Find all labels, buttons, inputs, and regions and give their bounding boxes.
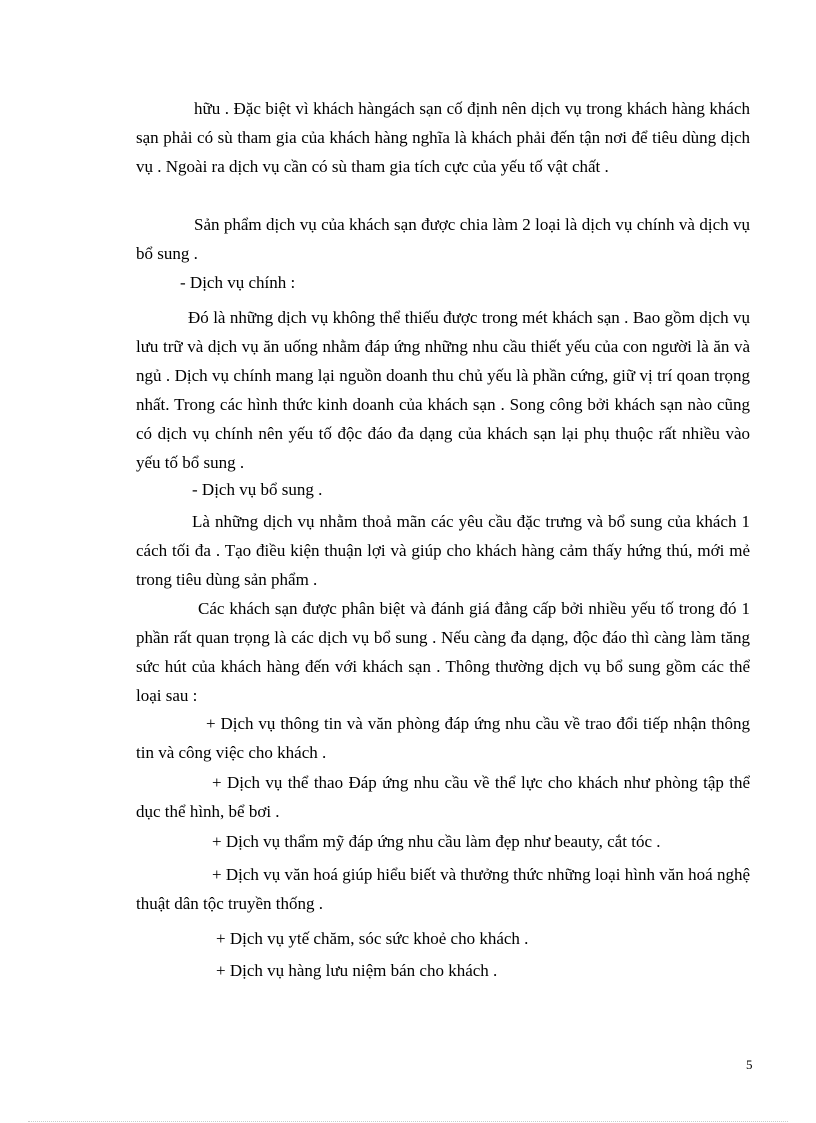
paragraph-supplementary-service: Là những dịch vụ nhằm thoả mãn các yêu cầu đặc trưng và bổ sung của khách 1 cách tối đa . Tạo điều kiện thuận lợi và giúp cho khách hàng cảm thấy hứng thú, mới mẻ trong tiêu dùng sản phẩm . <box>136 512 750 589</box>
page-bottom-border <box>28 1121 788 1122</box>
paragraph-main-service: Đó là những dịch vụ không thể thiếu được trong mét khách sạn . Bao gồm dịch vụ lưu trữ và dịch vụ ăn uống nhằm đáp ứng những nhu cầu thiết yếu của con người là ăn và ngủ . Dịch vụ chính mang lại nguồn doanh thu chủ yếu là phần cứng, giữ vị trí qoan trọng nhất. Trong các hình thức kinh doanh của khách sạn . Song công bởi khách sạn nào cũng có dịch vụ chính nên yếu tố độc đáo đa dạng của khách sạn lại phụ thuộc rất nhiều vào yếu tố bổ sung . <box>136 308 750 472</box>
list-item-health-service: + Dịch vụ ytế chăm, sóc sức khoẻ cho khách . <box>216 929 529 948</box>
paragraph-intro-continuation: hữu . Đặc biệt vì khách hàngách sạn cố định nên dịch vụ trong khách hàng khách sạn phải có sù tham gia của khách hàng nghĩa là khách phải đến tận nơi để tiêu dùng dịch vụ . Ngoài ra dịch vụ cần có sù tham gia tích cực của yếu tố vật chất . <box>136 99 750 176</box>
heading-supplementary-service: - Dịch vụ bổ sung . <box>192 480 323 499</box>
page-number: 5 <box>746 1057 753 1072</box>
list-item-sports-service: + Dịch vụ thể thao Đáp ứng nhu cầu về thể lực cho khách như phòng tập thể dục thể hình, bể bơi . <box>136 773 750 821</box>
list-item-info-office-service: + Dịch vụ thông tin và văn phòng đáp ứng nhu cầu về trao đổi tiếp nhận thông tin và công việc cho khách . <box>136 714 750 762</box>
list-item-souvenir-service: + Dịch vụ hàng lưu niệm bán cho khách . <box>216 961 498 980</box>
paragraph-hotel-classification: Các khách sạn được phân biệt và đánh giá đẳng cấp bởi nhiều yếu tố trong đó 1 phần rất quan trọng là các dịch vụ bổ sung . Nếu càng đa dạng, độc đáo thì càng làm tăng sức hút của khách hàng đến với khách sạn . Thông thường dịch vụ bổ sung gồm các thể loại sau : <box>136 599 750 705</box>
paragraph-service-types: Sản phẩm dịch vụ của khách sạn được chia làm 2 loại là dịch vụ chính và dịch vụ bổ sung . <box>136 215 750 263</box>
list-item-culture-service: + Dịch vụ văn hoá giúp hiểu biết và thưởng thức những loại hình văn hoá nghệ thuật dân tộc truyền thống . <box>136 865 750 913</box>
list-item-beauty-service: + Dịch vụ thẩm mỹ đáp ứng nhu cầu làm đẹp như beauty, cắt tóc . <box>212 832 661 851</box>
heading-main-service: - Dịch vụ chính : <box>180 273 296 292</box>
